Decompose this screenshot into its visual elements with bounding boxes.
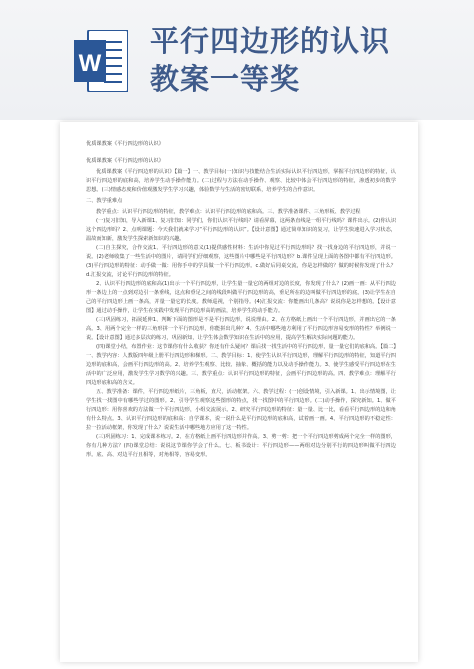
- header-banner: [0, 0, 474, 120]
- title-line-1: 平行四边形的认识: [150, 24, 391, 58]
- document-page: [60, 122, 418, 662]
- document-content: [86, 136, 396, 460]
- paragraph-7: (四)课堂小结，布置作业：这节课你有什么收获？你还有什么疑问？课后找一找生活中的平行四边形，量一量它们的底和高。【篇二】一、教学内容：人教版四年级上册平行四边形和梯形。二、教学目标：1、使学生认识平行四边形，理解平行四边形的特征，知道平行四边形的底和高，会画平行四边形的高。2、培养学生观察、比较、抽象、概括的能力以及动手操作能力。3、使学生感受平行四边形在生活中的广泛应用，激发学生学习数学的兴趣。三、教学重点：认识平行四边形的特征，会画平行四边形的高。四、教学难点：理解平行四边形底和高的含义。: [86, 344, 396, 386]
- paragraph-1: 优质课教案《平行四边形的认识》【篇一】一、教学目标(一)知识与技能结合生活实际认识平行四边形，掌握平行四边形的特征，认识平行四边形的底和高，培养学生动手操作能力。(二)过程与方法在动手操作、观察、比较中体会平行四边形的特征，渗透初步的数学思想。(三)情感态度和价值观激发学生学习兴趣，体验数学与生活的密切联系，培养学生的合作意识。: [86, 169, 396, 193]
- paragraph-8: 五、教学准备：课件，平行四边形纸片，三角板，直尺，活动框架。六、教学过程：(一)创设情境，引入新课。1、出示情境图，让学生找一找图中有哪些学过的图形。2、引导学生观察这些图形的特点，找一找图中的平行四边形。(二)动手操作，探究新知。1、做平行四边形：用你喜欢的方法做一个平行四边形，小组交流展示。2、研究平行四边形的特征：量一量、比一比，看看平行四边形的边和角有什么特点。3、认识平行四边形的底和高：自学课本，说一说什么是平行四边形的底和高，试着画一画。4、平行四边形的不稳定性：拉一拉活动框架，你发现了什么？说说生活中哪些地方应用了这一特性。: [86, 389, 396, 431]
- word-icon-letter: W: [78, 50, 102, 77]
- document-source-line: 优质课教案《平行四边形的认识》: [86, 141, 164, 147]
- paragraph-5: 2、认识平行四边形的底和高(1)出示一个平行四边形，让学生量一量它的两组对边的长度，你发现了什么？(2)画一画：从平行四边形一条边上的一点到对边引一条垂线，这点和垂足之间的线段叫做平行四边形的高，垂足所在的边叫做平行四边形的底。(3)让学生在自己的平行四边形上画一条高，并量一量它的长度。教师巡视，个别指导。(4)汇报交流：你能画出几条高？说说你是怎样想的。【设计意图】通过动手操作，让学生在实践中发现平行四边形高的画法，培养学生的动手能力。: [86, 281, 396, 314]
- paragraph-3: (一)复习旧知，导入新课1、复习旧知：同学们，你们认识平行线吗？请看屏幕，这两条直线是一组平行线吗？课件出示。(2)你认识这个四边形吗？2、点明课题：今天我们就来学习“平行四边形的认识”。【设计意图】通过简单知识的复习，让学生快速进入学习状态，温故而知新，激发学生探索新知识的兴趣。: [86, 218, 397, 242]
- paragraph-4: (二)自主探究，合作交流1、平行四边形的意义(1)提供感性材料：生活中你见过平行四边形吗？找一找身边的平行四边形，并说一说。(2)老师收集了一些生活中的图片，请同学们仔细观察，这些图片中哪些是平行四边形？b.课件呈现上面的各图中都有平行四边形。(3)平行四边形的特征：动手做一做：用你手中的学具做一个平行四边形。c.做好后同桌交流，你是怎样做的？做的时候你发现了什么？d.汇报交流，讨论平行四边形的特征。: [86, 245, 396, 278]
- page-title: [150, 22, 450, 98]
- word-document-icon: [74, 30, 128, 92]
- section-heading: 二、教学重难点: [86, 198, 123, 204]
- title-line-2: 教案一等奖: [150, 62, 301, 96]
- paragraph-6: (三)巩固练习，拓展延伸1、判断下面的图形是不是平行四边形，说说理由。2、在方格纸上画出一个平行四边形，并画出它的一条高。3、用两个完全一样的三角形拼一个平行四边形，你能拼出几种？4、生活中哪些地方利用了平行四边形容易变形的特性？举例说一说。【设计意图】通过多层次的练习，巩固新知，让学生体会数学知识在生活中的应用，提高学生解决实际问题的能力。: [86, 317, 396, 341]
- paragraph-9: (三)巩固练习：1、完成课本练习。2、在方格纸上画平行四边形并作高。3、剪一剪：把一个平行四边形剪成两个完全一样的图形，你有几种方法？(四)课堂总结：说说这节课你学会了什么。七、板书设计：平行四边形——两组对边分别平行的四边形叫做平行四边形。底、高、对边平行且相等，对角相等，容易变形。: [86, 434, 396, 458]
- paragraph-2: 教学重点：认识平行四边形的特征，教学难点：认识平行四边形的底和高。三、教学准备课件、三角形板、教学过程: [96, 209, 361, 215]
- document-subtitle: 优质课教案《平行四边形的认识》: [86, 158, 164, 164]
